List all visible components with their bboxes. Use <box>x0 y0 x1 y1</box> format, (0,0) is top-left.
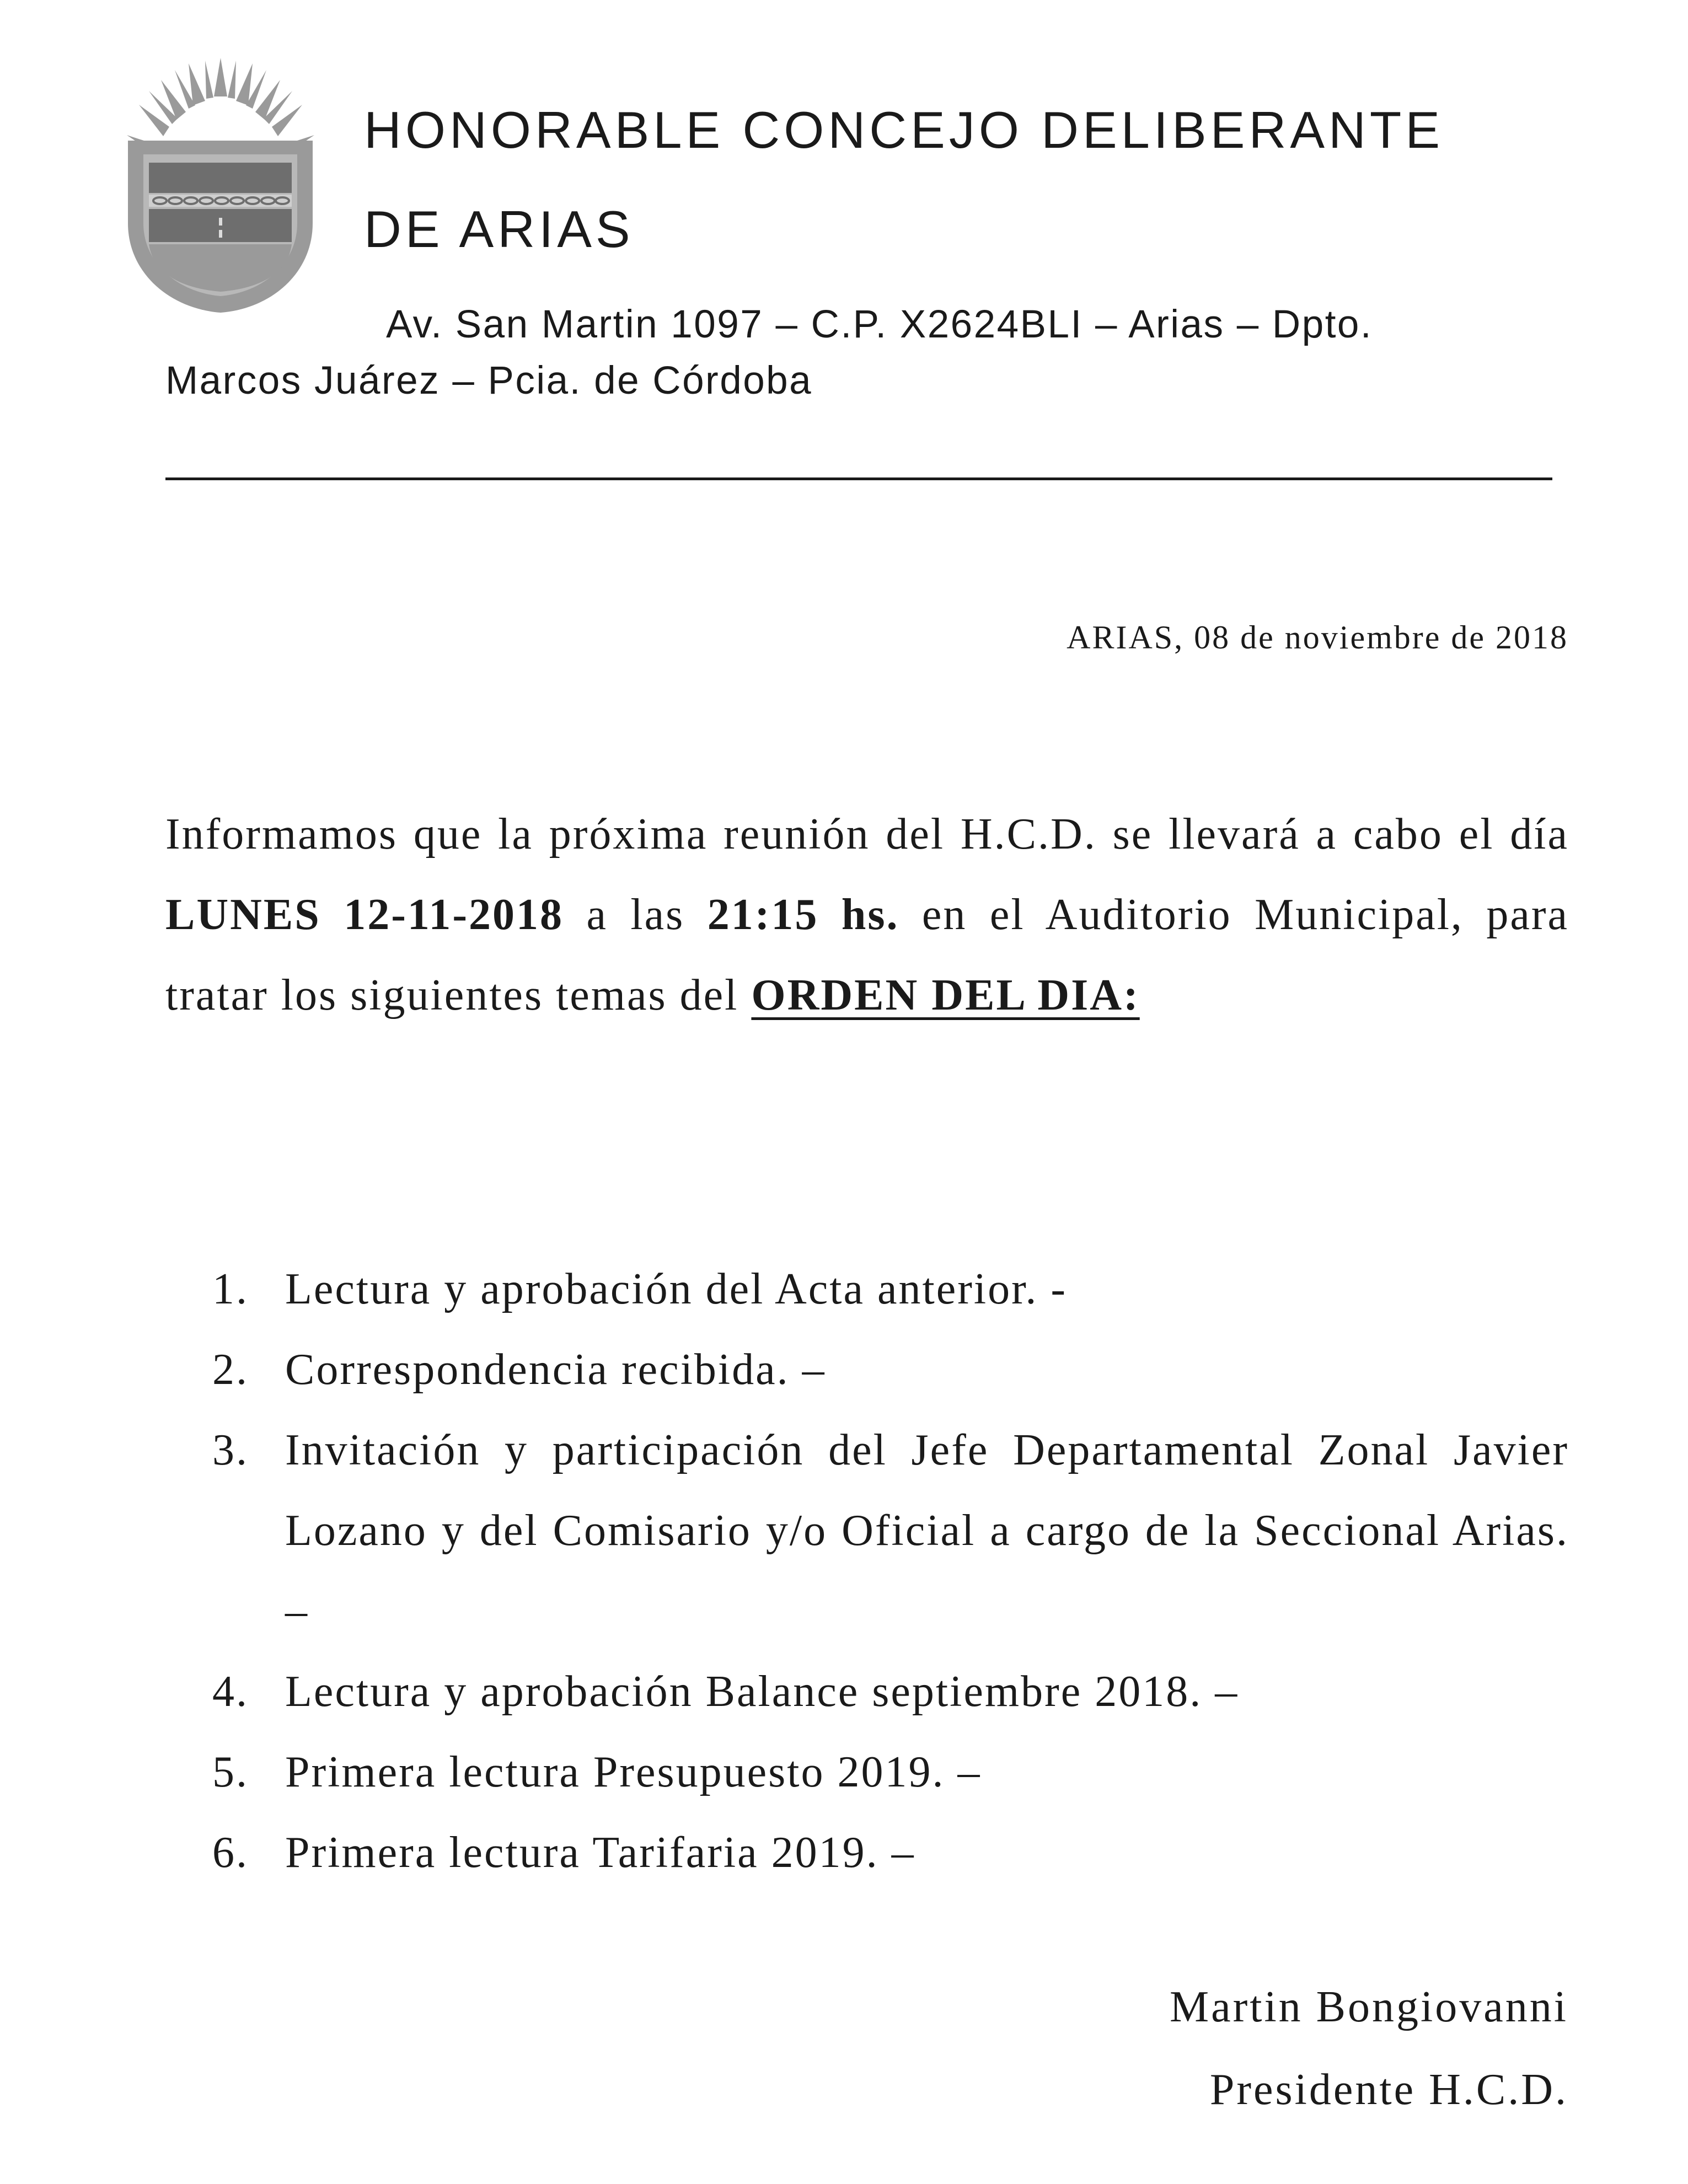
coat-of-arms-icon <box>122 58 318 317</box>
agenda-item-number: 6. <box>212 1828 249 1877</box>
organization-name-line-2: DE ARIAS <box>364 200 634 258</box>
agenda-item-number: 1. <box>212 1265 249 1313</box>
agenda-item-text: Primera lectura Tarifaria 2019. – <box>285 1828 915 1877</box>
organization-name-line-1: HONORABLE CONCEJO DELIBERANTE <box>364 101 1444 159</box>
agenda-list <box>212 1249 1569 1893</box>
intro-text-2: a las <box>564 890 708 939</box>
agenda-item-text: Lectura y aprobación del Acta anterior. - <box>285 1265 1067 1313</box>
intro-paragraph <box>165 794 1569 1035</box>
agenda-item-text: Lectura y aprobación Balance septiembre 2018. – <box>285 1667 1239 1716</box>
meeting-time: 21:15 hs. <box>707 890 899 939</box>
address-line-2: Marcos Juárez – Pcia. de Córdoba <box>165 359 813 403</box>
agenda-item-number: 5. <box>212 1748 249 1796</box>
agenda-item-number: 3. <box>212 1426 249 1474</box>
agenda-heading: ORDEN DEL DIA: <box>751 971 1140 1019</box>
agenda-item <box>212 1249 1569 1329</box>
agenda-item-number: 4. <box>212 1667 249 1716</box>
agenda-item-text: Primera lectura Presupuesto 2019. – <box>285 1748 982 1796</box>
intro-text-1: Informamos que la próxima reunión del H.C.D. se llevará a cabo el día <box>165 810 1569 858</box>
date-line: ARIAS, 08 de noviembre de 2018 <box>1067 619 1568 656</box>
agenda-item-text: Invitación y participación del Jefe Departamental Zonal Javier Lozano y del Comisario y/o Oficial a cargo de la Seccional Arias. – <box>285 1426 1569 1635</box>
intro-text-3: en el Auditorio Municipal, para tratar los siguientes temas del <box>165 890 1569 1019</box>
address-line-1: Av. San Martin 1097 – C.P. X2624BLI – Arias – Dpto. <box>386 303 1373 346</box>
agenda-item-text: Correspondencia recibida. – <box>285 1345 826 1394</box>
agenda-item-number: 2. <box>212 1345 249 1394</box>
signature-title: Presidente H.C.D. <box>1209 2065 1568 2114</box>
agenda-item <box>212 1410 1569 1651</box>
agenda-item <box>212 1651 1569 1732</box>
signature-name: Martin Bongiovanni <box>1169 1983 1568 2031</box>
header-divider <box>165 477 1552 480</box>
meeting-day: LUNES 12-11-2018 <box>165 890 564 939</box>
agenda-item <box>212 1732 1569 1812</box>
agenda-item <box>212 1812 1569 1893</box>
agenda-item <box>212 1329 1569 1410</box>
address-block <box>165 297 1489 409</box>
